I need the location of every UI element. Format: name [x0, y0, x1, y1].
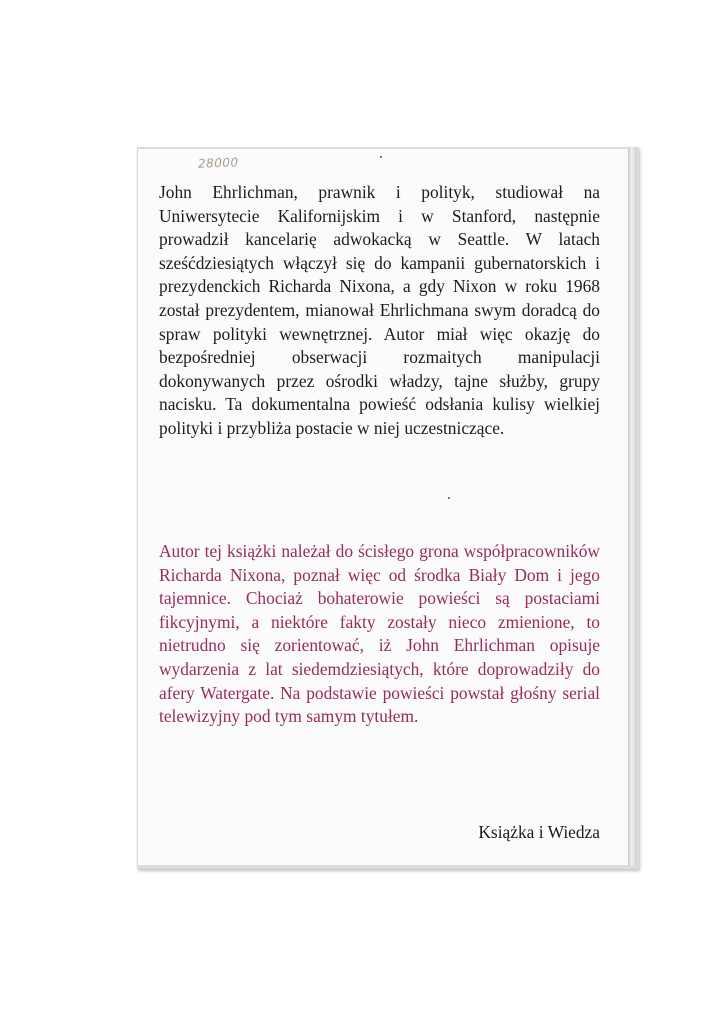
publisher-name: Książka i Wiedza: [478, 822, 600, 842]
book-blurb: Autor tej książki należał do ścisłego grona współpracowników Richarda Nixona, poznał więc od środka Biały Dom i jego tajemnice. Chociaż bohaterowie powieści są postaciami fikcyjnymi, a niektóre fakty zostały nieco zmienione, to nietrudno się zorientować, iż John Ehrlichman opisuje wydarzenia z lat siedemdziesiątych, które doprowadziły do afery Watergate. Na podstawie powieści powstał głośny serial telewizyjny pod tym samym tytułem.: [159, 541, 600, 727]
print-speck: [380, 156, 382, 158]
print-speck: [448, 497, 450, 499]
handwritten-note: 28000: [197, 155, 239, 171]
book-spine-edge: [628, 148, 637, 866]
author-description: John Ehrlichman, prawnik i polityk, studiował na Uniwersytecie Kalifornijskim i w Stanford, następnie prowadził kancelarię adwokacką w Seattle. W latach sześćdziesiątych włączył się do kampanii gubernatorskich i prezydenckich Richarda Nixona, a gdy Nixon w roku 1968 został prezydentem, mianował Ehrlichmana swym doradcą do spraw polityki wewnętrznej. Autor miał więc okazję do bezpośredniej obserwacji rozmaitych manipulacji dokonywanych przez ośrodki władzy, tajne służby, grupy nacisku. Ta dokumentalna powieść odsłania kulisy wielkiej polityki i przybliża postacie w niej uczestniczące.: [159, 182, 600, 438]
